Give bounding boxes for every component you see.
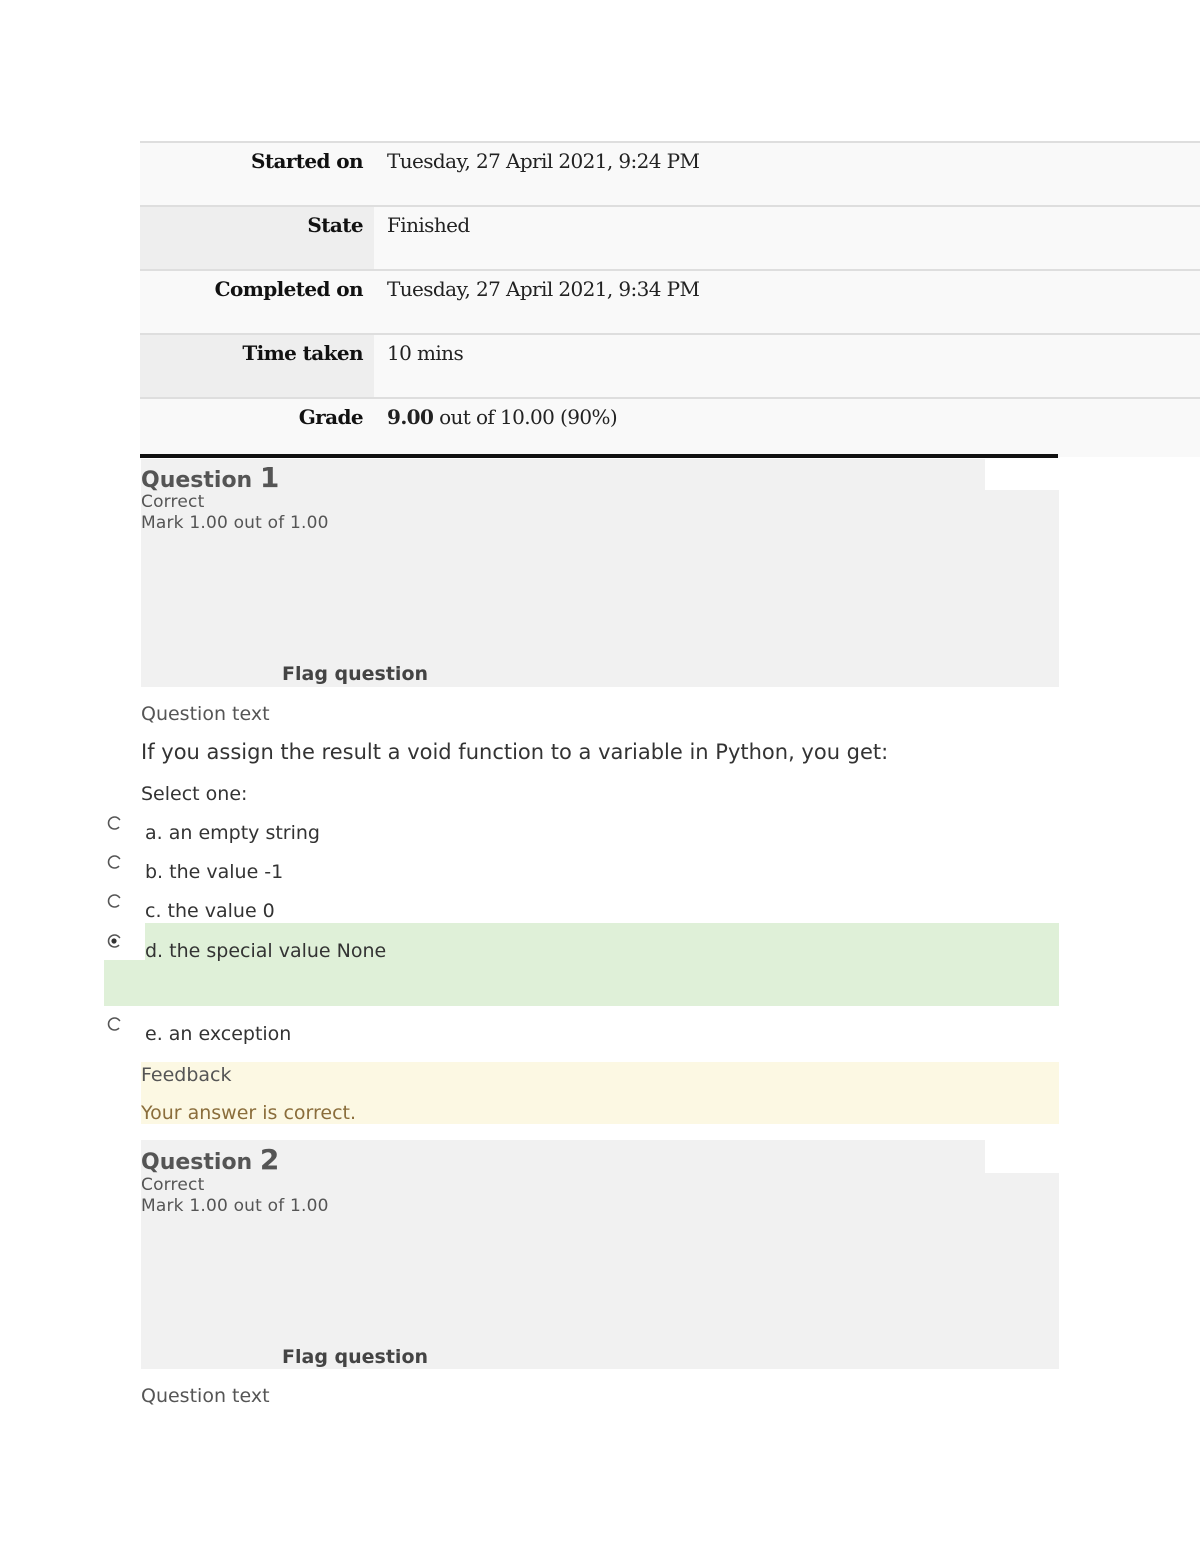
attempt-summary-table (140, 141, 1200, 457)
option-c-label[interactable]: c. the value 0 (145, 900, 275, 922)
summary-value: 10 mins (374, 335, 1200, 397)
question-title: Question 1 (141, 461, 280, 494)
select-prompt: Select one: (141, 783, 248, 805)
option-e-label[interactable]: e. an exception (145, 1023, 292, 1045)
correct-answer-highlight (104, 923, 1059, 1006)
question-2-info (141, 1140, 1059, 1369)
question-1-info (141, 459, 1059, 687)
option-e-radio[interactable] (107, 1016, 122, 1031)
option-a-label[interactable]: a. an empty string (145, 822, 320, 844)
feedback-text: Your answer is correct. (141, 1102, 357, 1124)
summary-value: Tuesday, 27 April 2021, 9:34 PM (387, 277, 700, 301)
question-text-label: Question text (141, 703, 270, 725)
radio-unselected-icon (107, 1016, 122, 1031)
option-b-label[interactable]: b. the value -1 (145, 861, 284, 883)
option-a-radio[interactable] (107, 815, 122, 830)
feedback-title: Feedback (141, 1064, 232, 1086)
flag-question-button[interactable]: Flag question (282, 663, 429, 685)
question-title: Question 2 (141, 1143, 280, 1176)
question-text: If you assign the result a void function to a variable in Python, you get: (141, 740, 889, 764)
summary-row-state (140, 207, 1200, 271)
summary-row-started (140, 143, 1200, 207)
radio-unselected-icon (107, 893, 122, 908)
summary-label: Completed on (214, 277, 363, 301)
section-divider (140, 454, 1058, 458)
radio-unselected-icon (107, 854, 122, 869)
summary-row-completed (140, 271, 1200, 335)
summary-label: Time taken (140, 335, 363, 397)
summary-label: State (140, 207, 363, 269)
summary-value: Finished (374, 207, 1200, 269)
option-d-label[interactable]: d. the special value None (145, 940, 387, 962)
summary-value: Tuesday, 27 April 2021, 9:24 PM (387, 149, 700, 173)
question-number: 1 (259, 461, 280, 494)
summary-row-time-taken (140, 335, 1200, 399)
question-state: Correct (141, 1175, 205, 1195)
option-d-radio[interactable] (107, 933, 122, 948)
question-mark: Mark 1.00 out of 1.00 (141, 1196, 329, 1216)
summary-row-grade (140, 399, 1200, 457)
grade-value (374, 399, 1200, 457)
radio-unselected-icon (107, 815, 122, 830)
summary-label: Grade (298, 405, 363, 429)
radio-selected-icon (107, 933, 122, 948)
question-number: 2 (259, 1143, 280, 1176)
feedback-box (141, 1062, 1059, 1124)
question-state: Correct (141, 492, 205, 512)
option-c-radio[interactable] (107, 893, 122, 908)
option-b-radio[interactable] (107, 854, 122, 869)
flag-question-button[interactable]: Flag question (282, 1346, 429, 1368)
question-text-label: Question text (141, 1385, 270, 1407)
grade-score: 9.00 (387, 405, 434, 429)
question-mark: Mark 1.00 out of 1.00 (141, 513, 329, 533)
summary-label: Started on (251, 149, 363, 173)
grade-total: out of 10.00 (90%) (433, 405, 618, 429)
